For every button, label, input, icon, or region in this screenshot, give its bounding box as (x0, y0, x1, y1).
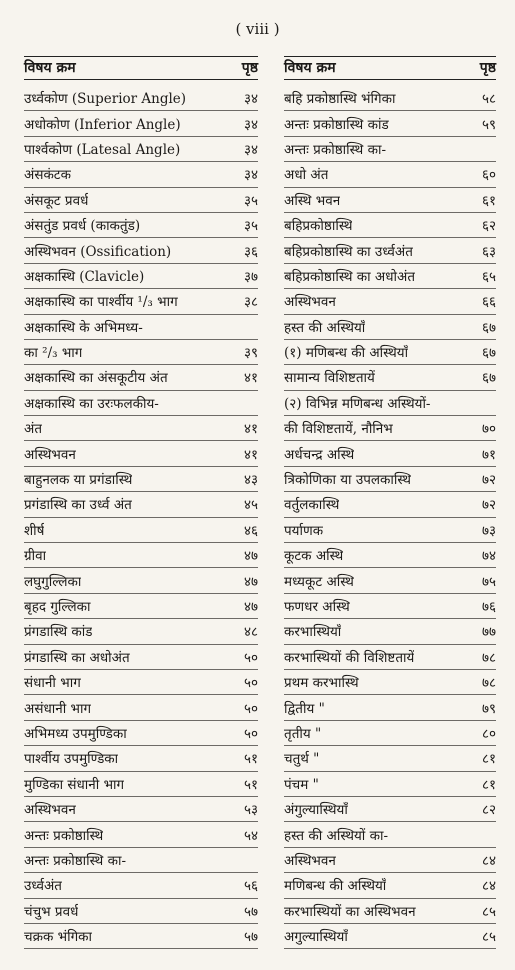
toc-row (284, 492, 496, 517)
toc-entry-page: ५९ (481, 116, 496, 133)
toc-entry-page: ५० (243, 675, 258, 692)
toc-entry-title: अंत (24, 421, 43, 438)
toc-entry-page: ७७ (481, 624, 496, 641)
toc-entry-page: ३४ (243, 116, 258, 133)
header-bottom-rule (284, 79, 496, 80)
toc-entry-title: अभिमध्य उपमुण्डिका (24, 725, 127, 742)
toc-entry-page: ३४ (243, 167, 258, 184)
toc-row (24, 264, 258, 289)
toc-entry-title: मणिबन्ध की अस्थियाँ (284, 878, 387, 895)
toc-entry-page: ३४ (243, 141, 258, 158)
toc-row (284, 695, 496, 720)
toc-entry-page: ६२ (481, 218, 496, 235)
page-header: पृष्ठ (241, 60, 258, 76)
toc-entry-page: ५१ (243, 751, 258, 768)
toc-entry-title: अगुल्यास्थियाँ (284, 929, 348, 946)
toc-entry-title: अक्षकास्थि का अंसकूटीय अंत (24, 370, 168, 387)
toc-row (24, 797, 258, 822)
toc-entry-title: प्रंगडास्थि का अधोअंत (24, 649, 130, 666)
toc-entry-page: ७५ (481, 573, 496, 590)
toc-row (284, 340, 496, 365)
toc-entry-page: ३९ (243, 345, 258, 362)
toc-entry-title: लघुगुल्लिका (24, 573, 82, 590)
toc-right-column (284, 56, 496, 949)
toc-left-column (24, 56, 258, 949)
toc-row (284, 416, 496, 441)
toc-entry-title: (१) मणिबन्ध की अस्थियाँ (284, 345, 409, 362)
toc-row (284, 721, 496, 746)
toc-entry-page: ५४ (243, 827, 258, 844)
toc-row (24, 492, 258, 517)
toc-rows (284, 86, 496, 949)
toc-row (24, 899, 258, 924)
toc-row (24, 391, 258, 416)
toc-row (24, 188, 258, 213)
toc-entry-page: ३५ (243, 192, 258, 209)
toc-entry-page: ६० (481, 167, 496, 184)
toc-row (24, 822, 258, 847)
toc-rows (24, 86, 258, 949)
toc-row (24, 645, 258, 670)
toc-entry-title: अन्तः प्रकोष्ठास्थि का- (284, 141, 387, 158)
toc-entry-title: अस्थिभवन (284, 294, 336, 311)
toc-entry-title: अस्थिभवन (24, 446, 76, 463)
page-header: पृष्ठ (479, 60, 496, 76)
toc-entry-page: ३७ (243, 268, 258, 285)
toc-row (24, 289, 258, 314)
toc-entry-page: ४७ (243, 548, 258, 565)
toc-entry-title: बहिप्रकोष्ठास्थि का अधोअंत (284, 268, 416, 285)
toc-row (284, 822, 496, 847)
toc-entry-title: शीर्ष (24, 522, 45, 539)
toc-row (284, 238, 496, 263)
toc-entry-page: ६३ (481, 243, 496, 260)
toc-entry-title: चतुर्थ " (284, 751, 320, 768)
toc-entry-page: ३६ (243, 243, 258, 260)
toc-entry-title: मध्यकूट अस्थि (284, 573, 354, 590)
toc-entry-page: ८१ (481, 751, 496, 768)
toc-entry-title: अधो अंत (284, 167, 329, 184)
toc-row (284, 137, 496, 162)
toc-row (284, 594, 496, 619)
toc-entry-page: ७४ (481, 548, 496, 565)
toc-row (284, 746, 496, 771)
toc-entry-title: असंधानी भाग (24, 700, 92, 717)
toc-entry-title: मुण्डिका संधानी भाग (24, 776, 125, 793)
toc-entry-page: ८२ (481, 802, 496, 819)
toc-entry-title: पंचम " (284, 776, 319, 793)
toc-row (284, 797, 496, 822)
page-number: ( viii ) (235, 20, 280, 38)
toc-entry-page: ७१ (481, 446, 496, 463)
toc-entry-page: ४१ (243, 446, 258, 463)
toc-entry-title: अर्धचन्द्र अस्थि (284, 446, 355, 463)
toc-entry-title: अंसकूट प्रवर्ध (24, 192, 89, 209)
toc-row (24, 238, 258, 263)
toc-entry-page: ६७ (481, 319, 496, 336)
toc-row (284, 365, 496, 390)
toc-entry-page: ४१ (243, 370, 258, 387)
toc-row (284, 188, 496, 213)
toc-entry-page: ३५ (243, 218, 258, 235)
toc-row (284, 543, 496, 568)
toc-row (284, 162, 496, 187)
toc-row (284, 315, 496, 340)
toc-entry-title: अस्थिभवन (24, 802, 76, 819)
toc-row (284, 670, 496, 695)
toc-entry-title: कूटक अस्थि (284, 548, 344, 565)
toc-row (284, 924, 496, 949)
toc-row (24, 924, 258, 949)
toc-entry-title: करभास्थियों का अस्थिभवन (284, 903, 416, 920)
toc-entry-page: ७६ (481, 599, 496, 615)
toc-row (24, 213, 258, 238)
toc-entry-page: ८५ (481, 903, 496, 920)
toc-row (24, 670, 258, 695)
toc-entry-title: संधानी भाग (24, 675, 81, 692)
toc-row (24, 416, 258, 441)
toc-row (24, 695, 258, 720)
toc-entry-title: अक्षकास्थि के अभिमध्य- (24, 319, 143, 336)
toc-entry-title: करभास्थियों की विशिष्टतायें (284, 649, 415, 666)
toc-row (24, 315, 258, 340)
toc-entry-page: ६१ (481, 192, 496, 209)
toc-entry-title: अंसतुंड प्रवर्ध (काकतुंड) (24, 218, 141, 235)
toc-entry-page: ६७ (481, 370, 496, 387)
toc-entry-page: ४५ (243, 497, 258, 514)
toc-entry-page: ४८ (243, 624, 258, 641)
toc-entry-title: उर्ध्वकोण (Superior Angle) (24, 91, 187, 108)
toc-entry-page: ६५ (481, 268, 496, 285)
toc-entry-page: ६६ (481, 294, 496, 311)
toc-entry-title: अक्षकास्थि (Clavicle) (24, 268, 145, 285)
toc-entry-page: ७० (481, 421, 496, 438)
toc-entry-title: प्रथम करभास्थि (284, 675, 359, 692)
toc-row (284, 441, 496, 466)
toc-entry-page: ३४ (243, 91, 258, 108)
toc-entry-page: ५७ (243, 903, 258, 920)
toc-entry-page: ५० (243, 649, 258, 666)
toc-entry-title: पार्श्वकोण (Latesal Angle) (24, 141, 181, 158)
toc-entry-title: बृहद गुल्लिका (24, 599, 91, 615)
toc-row (284, 645, 496, 670)
toc-row (284, 619, 496, 644)
toc-entry-page: ४७ (243, 573, 258, 590)
toc-row (24, 137, 258, 162)
toc-row (24, 568, 258, 593)
toc-entry-title: प्रगंडास्थि का उर्ध्व अंत (24, 497, 132, 514)
toc-entry-title: बहिप्रकोष्ठास्थि का उर्ध्वअंत (284, 243, 413, 260)
toc-row (24, 365, 258, 390)
toc-row (284, 518, 496, 543)
toc-entry-page: ७८ (481, 649, 496, 666)
toc-entry-title: अंसकंटक (24, 167, 71, 184)
toc-entry-title: अस्थिभवन (Ossification) (24, 243, 172, 260)
toc-entry-page: ८० (481, 725, 496, 742)
toc-entry-title: अन्तः प्रकोष्ठास्थि का- (24, 852, 127, 869)
toc-row (284, 264, 496, 289)
toc-entry-title: बहिप्रकोष्ठास्थि (284, 218, 353, 235)
toc-entry-page: ८१ (481, 776, 496, 793)
toc-row (24, 340, 258, 365)
toc-entry-page: ५१ (243, 776, 258, 793)
toc-row (24, 543, 258, 568)
toc-entry-page: ८४ (481, 852, 496, 869)
toc-row (24, 111, 258, 136)
toc-entry-title: की विशिष्टतायें, नौनिभ (284, 421, 393, 438)
toc-entry-page: ५८ (481, 91, 496, 108)
toc-entry-page: ५७ (243, 929, 258, 946)
toc-row (284, 568, 496, 593)
toc-row (284, 213, 496, 238)
toc-entry-title: पर्याणक (284, 522, 324, 539)
toc-row (284, 772, 496, 797)
toc-row (284, 391, 496, 416)
toc-entry-page: ७३ (481, 522, 496, 539)
toc-entry-title: फणधर अस्थि (284, 599, 350, 615)
toc-entry-title: अस्थिभवन (284, 852, 336, 869)
toc-entry-page: ४३ (243, 472, 258, 489)
toc-entry-title: पार्श्वीय उपमुण्डिका (24, 751, 119, 768)
toc-entry-title: ग्रीवा (24, 548, 47, 565)
toc-entry-title: द्वितीय " (284, 700, 325, 717)
toc-entry-page: ७८ (481, 675, 496, 692)
toc-row (24, 873, 258, 898)
toc-entry-title: चक्रक भंगिका (24, 929, 93, 946)
toc-entry-page: ७९ (481, 700, 496, 717)
toc-entry-title: हस्त की अस्थियाँ (284, 319, 366, 336)
toc-row (284, 86, 496, 111)
toc-entry-page: ४६ (243, 522, 258, 539)
toc-header (284, 57, 496, 79)
toc-row (284, 111, 496, 136)
toc-entry-page: ५० (243, 700, 258, 717)
toc-entry-page: ६७ (481, 345, 496, 362)
toc-row (24, 594, 258, 619)
toc-entry-title: अन्तः प्रकोष्ठास्थि (24, 827, 104, 844)
toc-row (24, 721, 258, 746)
toc-entry-page: ७२ (481, 497, 496, 514)
subject-header: विषय क्रम (24, 60, 76, 76)
toc-row (24, 441, 258, 466)
toc-row (24, 86, 258, 111)
toc-entry-title: तृतीय " (284, 725, 322, 742)
toc-entry-title: बाहुनलक या प्रगंडास्थि (24, 472, 133, 489)
toc-entry-title: करभास्थियाँ (284, 624, 342, 641)
toc-entry-page: ४७ (243, 599, 258, 615)
toc-entry-title: अक्षकास्थि का उरःफलकीय- (24, 395, 159, 412)
toc-entry-title: हस्त की अस्थियों का- (284, 827, 389, 844)
toc-entry-title: का ²/₃ भाग (24, 345, 83, 362)
toc-entry-title: चंचुभ प्रवर्ध (24, 903, 79, 920)
toc-entry-title: बहि प्रकोष्ठास्थि भंगिका (284, 91, 396, 108)
toc-entry-page: ८५ (481, 929, 496, 946)
toc-entry-title: अन्तः प्रकोष्ठास्थि कांड (284, 116, 389, 133)
toc-entry-page: ५३ (243, 802, 258, 819)
toc-row (284, 899, 496, 924)
toc-row (24, 518, 258, 543)
toc-row (284, 848, 496, 873)
toc-entry-page: ५० (243, 725, 258, 742)
toc-entry-page: ५६ (243, 878, 258, 895)
toc-entry-title: उर्ध्वअंत (24, 878, 62, 895)
toc-row (24, 848, 258, 873)
toc-entry-title: (२) विभिन्न मणिबन्ध अस्थियों- (284, 395, 431, 412)
toc-entry-title: अधोकोण (Inferior Angle) (24, 116, 181, 133)
toc-row (24, 772, 258, 797)
toc-header (24, 57, 258, 79)
toc-entry-title: अक्षकास्थि का पार्श्वीय ¹/₃ भाग (24, 294, 178, 311)
toc-row (24, 467, 258, 492)
toc-row (24, 162, 258, 187)
toc-row (24, 619, 258, 644)
toc-entry-title: अस्थि भवन (284, 192, 341, 209)
toc-entry-page: ४१ (243, 421, 258, 438)
toc-entry-title: सामान्य विशिष्टतायें (284, 370, 375, 387)
toc-entry-title: वर्तुलकास्थि (284, 497, 340, 514)
toc-entry-page: ८४ (481, 878, 496, 895)
toc-entry-title: अंगुल्यास्थियाँ (284, 802, 348, 819)
subject-header: विषय क्रम (284, 60, 336, 76)
header-bottom-rule (24, 79, 258, 80)
toc-row (24, 746, 258, 771)
toc-row (284, 467, 496, 492)
toc-row (284, 873, 496, 898)
toc-entry-title: प्रंगडास्थि कांड (24, 624, 93, 641)
toc-row (284, 289, 496, 314)
toc-entry-page: ३८ (243, 294, 258, 311)
toc-entry-title: त्रिकोणिका या उपलकास्थि (284, 472, 412, 489)
toc-entry-page: ७२ (481, 472, 496, 489)
